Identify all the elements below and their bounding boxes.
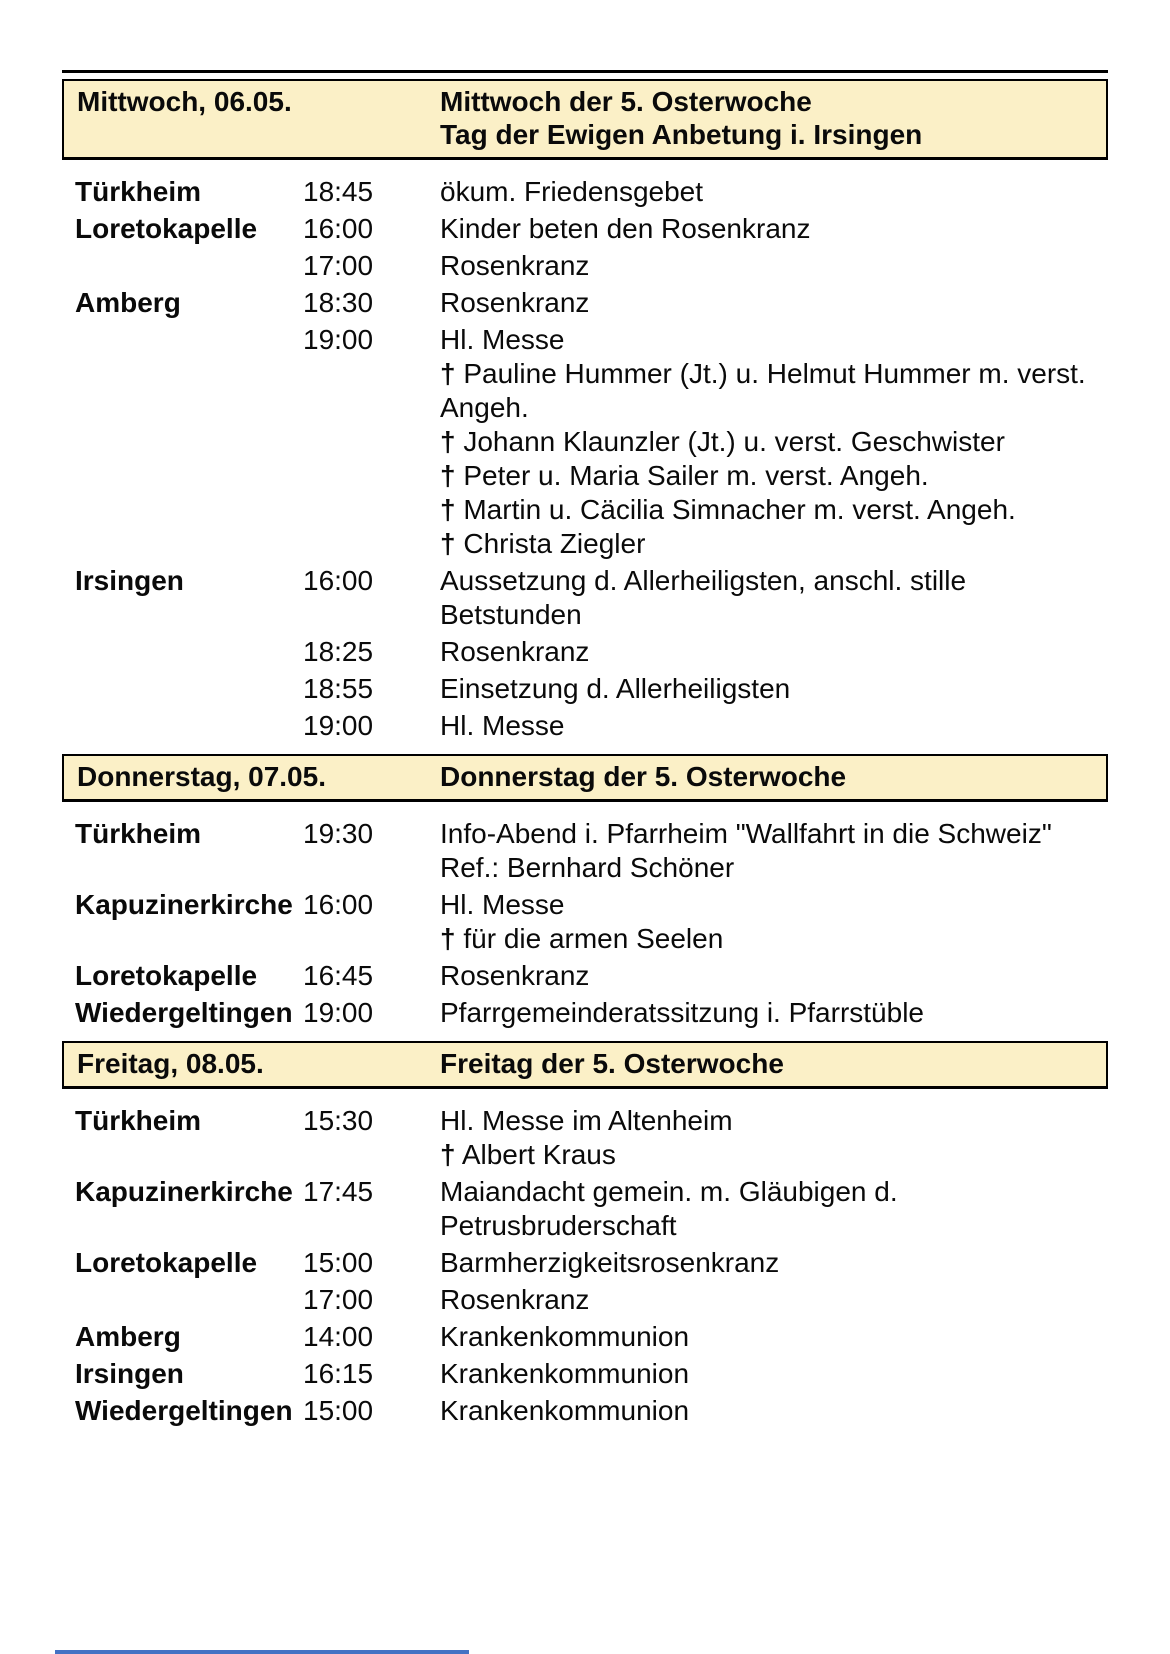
schedule-entry xyxy=(62,888,1108,956)
entry-description xyxy=(440,635,1108,669)
entry-time: 19:30 xyxy=(303,818,374,849)
intention-line: † Albert Kraus xyxy=(440,1139,616,1170)
header-date: Freitag, 08.05. xyxy=(77,1048,264,1079)
dagger-cross-icon: † xyxy=(440,528,456,559)
description-line: Krankenkommunion xyxy=(440,1358,690,1389)
header-date: Mittwoch, 06.05. xyxy=(77,86,292,117)
footer-rule xyxy=(55,1650,469,1654)
description-line: Einsetzung d. Allerheiligsten xyxy=(440,673,791,704)
entry-location: Loretokapelle xyxy=(75,960,258,991)
header-title-line: Freitag der 5. Osterwoche xyxy=(440,1048,784,1079)
header-title-line: Tag der Ewigen Anbetung i. Irsingen xyxy=(440,119,923,150)
schedule-entry xyxy=(62,1246,1108,1280)
entry-description xyxy=(440,1320,1108,1354)
entry-location xyxy=(75,1283,303,1317)
entry-description xyxy=(440,817,1108,885)
entry-location: Amberg xyxy=(75,287,181,318)
description-line: Rosenkranz xyxy=(440,636,590,667)
entry-location xyxy=(75,635,303,669)
entry-time: 19:00 xyxy=(303,324,374,355)
dagger-cross-icon: † xyxy=(440,358,456,389)
entry-time: 15:00 xyxy=(303,1247,374,1278)
schedule-entry xyxy=(62,1104,1108,1172)
entry-time: 14:00 xyxy=(303,1321,374,1352)
entry-location: Türkheim xyxy=(75,176,202,207)
entry-time: 18:25 xyxy=(303,636,374,667)
description-line: Rosenkranz xyxy=(440,960,590,991)
description-line: Hl. Messe xyxy=(440,710,565,741)
entry-time: 19:00 xyxy=(303,997,374,1028)
description-line: Ref.: Bernhard Schöner xyxy=(440,852,735,883)
entries xyxy=(62,1104,1108,1428)
entry-description xyxy=(440,1283,1108,1317)
schedule-entry xyxy=(62,1175,1108,1243)
schedule-entry xyxy=(62,1394,1108,1428)
description-line: Barmherzigkeitsrosenkranz xyxy=(440,1247,780,1278)
schedule-entry xyxy=(62,1357,1108,1391)
description-line: Petrusbruderschaft xyxy=(440,1210,677,1241)
entry-description xyxy=(440,1104,1108,1172)
header-title xyxy=(440,85,1096,151)
entry-description xyxy=(440,1246,1108,1280)
entry-time: 17:00 xyxy=(303,250,374,281)
schedule-entry xyxy=(62,249,1108,283)
entry-location: Loretokapelle xyxy=(75,1247,258,1278)
entry-location xyxy=(75,323,303,561)
intention-line: † für die armen Seelen xyxy=(440,923,724,954)
schedule-entry xyxy=(62,635,1108,669)
entry-location: Kapuzinerkirche xyxy=(75,1176,293,1207)
entry-time: 17:45 xyxy=(303,1176,374,1207)
top-rule xyxy=(62,70,1108,73)
schedule-entry xyxy=(62,286,1108,320)
description-line: Hl. Messe im Altenheim xyxy=(440,1105,733,1136)
intention-line: † Martin u. Cäcilia Simnacher m. verst. Angeh. xyxy=(440,494,1016,525)
entry-time: 15:00 xyxy=(303,1395,374,1426)
day-section xyxy=(62,1041,1108,1428)
entry-time: 18:55 xyxy=(303,673,374,704)
header-title xyxy=(440,760,1096,793)
dagger-cross-icon: † xyxy=(440,460,456,491)
dagger-cross-icon: † xyxy=(440,1139,456,1170)
entry-location: Irsingen xyxy=(75,565,184,596)
entry-description xyxy=(440,1357,1108,1391)
entry-description xyxy=(440,212,1108,246)
entry-description xyxy=(440,286,1108,320)
schedule-entry xyxy=(62,323,1108,561)
entry-description xyxy=(440,1175,1108,1243)
description-line: ökum. Friedensgebet xyxy=(440,176,704,207)
entry-location: Loretokapelle xyxy=(75,213,258,244)
schedule-entry xyxy=(62,564,1108,632)
description-line: Kinder beten den Rosenkranz xyxy=(440,213,811,244)
description-line: Angeh. xyxy=(440,392,529,423)
entry-time: 16:00 xyxy=(303,889,374,920)
entry-time: 16:15 xyxy=(303,1358,374,1389)
entry-time: 17:00 xyxy=(303,1284,374,1315)
entry-description xyxy=(440,323,1108,561)
entry-description xyxy=(440,249,1108,283)
header-title-line: Mittwoch der 5. Osterwoche xyxy=(440,86,812,117)
dagger-cross-icon: † xyxy=(440,426,456,457)
dagger-cross-icon: † xyxy=(440,923,456,954)
description-line: Krankenkommunion xyxy=(440,1395,690,1426)
description-line: Aussetzung d. Allerheiligsten, anschl. stille xyxy=(440,565,967,596)
description-line: Hl. Messe xyxy=(440,889,565,920)
schedule-entry xyxy=(62,817,1108,885)
day-header xyxy=(62,1041,1108,1089)
description-line: Rosenkranz xyxy=(440,250,590,281)
schedule-entry xyxy=(62,709,1108,743)
entry-location: Türkheim xyxy=(75,1105,202,1136)
intention-line: † Johann Klaunzler (Jt.) u. verst. Geschwister xyxy=(440,426,1005,457)
schedule-entry xyxy=(62,1320,1108,1354)
entry-description xyxy=(440,564,1108,632)
day-header xyxy=(62,754,1108,802)
entry-description xyxy=(440,996,1108,1030)
entries xyxy=(62,817,1108,1030)
description-line: Krankenkommunion xyxy=(440,1321,690,1352)
description-line: Rosenkranz xyxy=(440,287,590,318)
schedule-entry xyxy=(62,996,1108,1030)
entry-time: 16:00 xyxy=(303,565,374,596)
dagger-cross-icon: † xyxy=(440,494,456,525)
entry-location: Kapuzinerkirche xyxy=(75,889,293,920)
description-line: Betstunden xyxy=(440,599,582,630)
header-title-line: Donnerstag der 5. Osterwoche xyxy=(440,761,847,792)
header-title xyxy=(440,1047,1096,1080)
entry-description xyxy=(440,888,1108,956)
description-line: Rosenkranz xyxy=(440,1284,590,1315)
entry-location: Irsingen xyxy=(75,1358,184,1389)
intention-line: † Christa Ziegler xyxy=(440,528,646,559)
entry-description xyxy=(440,959,1108,993)
entry-location xyxy=(75,249,303,283)
schedule-entry xyxy=(62,212,1108,246)
intention-line: † Pauline Hummer (Jt.) u. Helmut Hummer m. verst. xyxy=(440,358,1086,389)
entry-time: 18:45 xyxy=(303,176,374,207)
bulletin-page xyxy=(62,70,1108,1431)
description-line: Pfarrgemeinderatssitzung i. Pfarrstüble xyxy=(440,997,924,1028)
entry-description xyxy=(440,1394,1108,1428)
header-date: Donnerstag, 07.05. xyxy=(77,761,326,792)
entry-location xyxy=(75,709,303,743)
entry-time: 19:00 xyxy=(303,710,374,741)
description-line: Info-Abend i. Pfarrheim "Wallfahrt in die Schweiz" xyxy=(440,818,1052,849)
entries xyxy=(62,175,1108,743)
entry-time: 16:45 xyxy=(303,960,374,991)
entry-location: Wiedergeltingen xyxy=(75,1395,293,1426)
schedule-sections xyxy=(62,79,1108,1428)
entry-location: Amberg xyxy=(75,1321,181,1352)
entry-description xyxy=(440,709,1108,743)
entry-description xyxy=(440,175,1108,209)
entry-time: 15:30 xyxy=(303,1105,374,1136)
schedule-entry xyxy=(62,175,1108,209)
schedule-entry xyxy=(62,959,1108,993)
description-line: Hl. Messe xyxy=(440,324,565,355)
entry-location: Wiedergeltingen xyxy=(75,997,293,1028)
entry-description xyxy=(440,672,1108,706)
entry-time: 18:30 xyxy=(303,287,374,318)
schedule-entry xyxy=(62,672,1108,706)
day-section xyxy=(62,79,1108,743)
entry-time: 16:00 xyxy=(303,213,374,244)
description-line: Maiandacht gemein. m. Gläubigen d. xyxy=(440,1176,898,1207)
intention-line: † Peter u. Maria Sailer m. verst. Angeh. xyxy=(440,460,929,491)
entry-location: Türkheim xyxy=(75,818,202,849)
day-header xyxy=(62,79,1108,160)
schedule-entry xyxy=(62,1283,1108,1317)
day-section xyxy=(62,754,1108,1030)
entry-location xyxy=(75,672,303,706)
